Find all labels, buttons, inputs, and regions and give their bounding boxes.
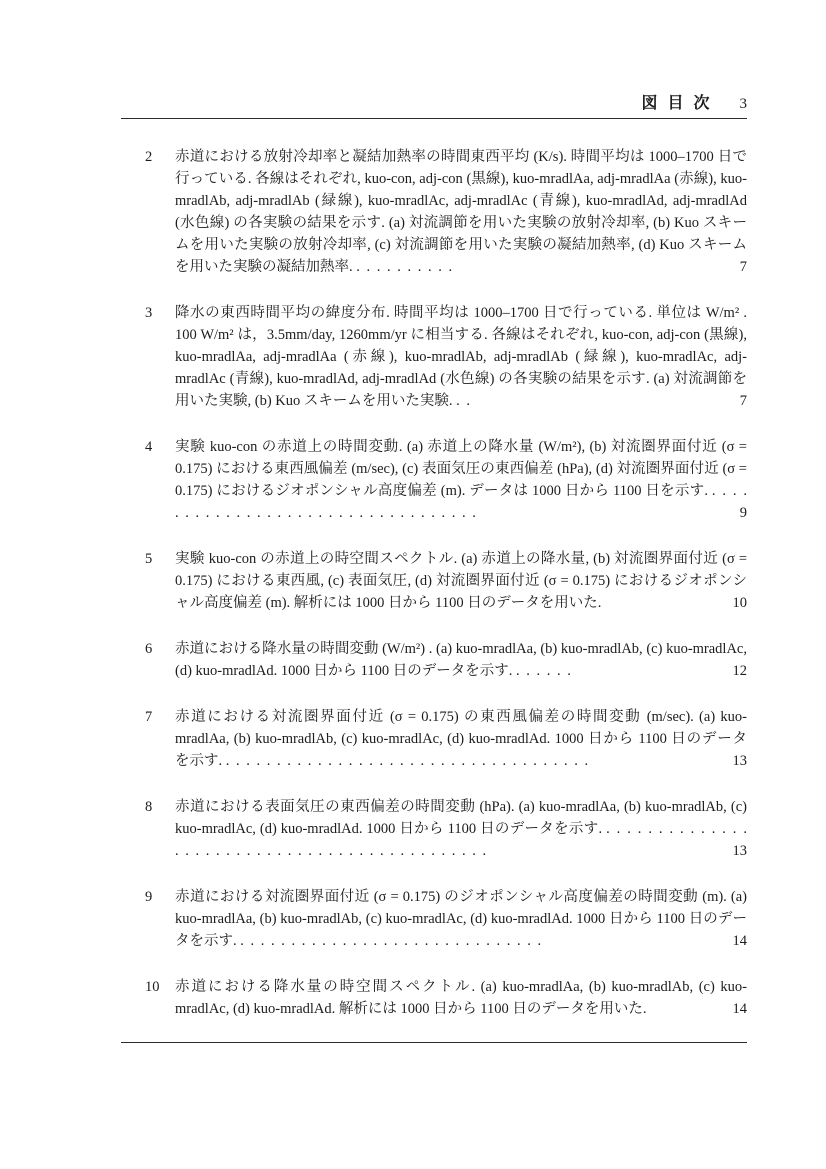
figure-caption xyxy=(175,638,747,682)
dot-leader: . . . . . . xyxy=(516,663,571,679)
figure-entry-9 xyxy=(145,886,747,952)
footer-rule xyxy=(121,1042,747,1043)
figure-caption xyxy=(175,796,747,862)
figure-caption xyxy=(175,706,747,772)
figure-caption-text: 赤道における表面気圧の東西偏差の時間変動 (hPa). (a) kuo-mradlAa, (b) kuo-mradlAb, (c) kuo-mradlAc, (d) kuo-mradlAd. 1000 日から 1100 日のデータを示す. xyxy=(175,799,747,837)
header-page-number: 3 xyxy=(739,96,747,112)
figure-entry-8 xyxy=(145,796,747,862)
figure-caption xyxy=(175,146,747,278)
figure-caption-text: 赤道における降水量の時間変動 (W/m²) . (a) kuo-mradlAa, (b) kuo-mradlAb, (c) kuo-mradlAc, (d) kuo-mradlAd. 1000 日から 1100 日のデータを示す. xyxy=(175,641,747,679)
dot-leader: . . . . . . . . . . xyxy=(356,259,453,275)
figure-caption xyxy=(175,302,747,412)
dot-leader: . . . . . . . . . . . . . . . . . . . . . . . . . . . . . . . . . . . . xyxy=(225,753,589,769)
figure-caption xyxy=(175,976,747,1020)
figure-number: 5 xyxy=(145,551,153,567)
figure-caption xyxy=(175,886,747,952)
figure-entry-4 xyxy=(145,436,747,524)
page-header xyxy=(121,94,747,114)
figure-entry-2 xyxy=(145,146,747,278)
figure-page-number: 13 xyxy=(725,840,748,862)
figure-number: 7 xyxy=(145,709,153,725)
dot-leader: . . xyxy=(456,393,471,409)
figure-caption-text: 実験 kuo-con の赤道上の時空間スペクトル. (a) 赤道上の降水量, (b) 対流圏界面付近 (σ = 0.175) における東西風, (c) 表面気圧, (d) 対流圏界面付近 (σ = 0.175) におけるジオポンシャル高度偏差 (m). 解析には 1000 日から 1100 日のデータを用いた. xyxy=(175,551,747,611)
figure-caption-text: 赤道における放射冷却率と凝結加熱率の時間東西平均 (K/s). 時間平均は 1000–1700 日で行っている. 各線はそれぞれ, kuo-con, adj-con (黒線), kuo-mradlAa, adj-mradlAa (赤線), kuo-mradlAb, adj-mradlAb (緑線), kuo-mradlAc, adj-mradlAc (青線), kuo-mradlAd, adj-mradlAd (水色線) の各実験の結果を示す. (a) 対流調節を用いた実験の放射冷却率, (b) Kuo スキームを用いた実験の放射冷却率, (c) 対流調節を用いた実験の凝結加熱率, (d) Kuo スキームを用いた実験の凝結加熱率. xyxy=(175,149,747,275)
figure-page-number: 9 xyxy=(732,502,747,524)
figure-caption-text: 降水の東西時間平均の緯度分布. 時間平均は 1000–1700 日で行っている. 単位は W/m² . 100 W/m² は，3.5mm/day, 1260mm/yr に相当する. 各線はそれぞれ, kuo-con, adj-con (黒線), kuo-mradlAa, adj-mradlAa (赤線), kuo-mradlAb, adj-mradlAb (緑線), kuo-mradlAc, adj-mradlAc (青線), kuo-mradlAd, adj-mradlAd (水色線) の各実験の結果を示す. (a) 対流調節を用いた実験, (b) Kuo スキームを用いた実験. xyxy=(175,305,747,409)
figure-number: 2 xyxy=(145,149,153,165)
figure-page-number: 7 xyxy=(732,256,747,278)
figure-page-number: 12 xyxy=(725,660,748,682)
figure-number: 6 xyxy=(145,641,153,657)
figure-number: 3 xyxy=(145,305,153,321)
figure-caption xyxy=(175,436,747,524)
figure-caption-text: 実験 kuo-con の赤道上の時間変動. (a) 赤道上の降水量 (W/m²), (b) 対流圏界面付近 (σ = 0.175) における東西風偏差 (m/sec), (c) 表面気圧の東西偏差 (hPa), (d) 対流圏界面付近 (σ = 0.175) におけるジオポンシャル高度偏差 (m). データは 1000 日から 1100 日を示す. xyxy=(175,439,747,499)
figure-caption-text: 赤道における降水量の時空間スペクトル. (a) kuo-mradlAa, (b) kuo-mradlAb, (c) kuo-mradlAc, (d) kuo-mradlAd. 解析には 1000 日から 1100 日のデータを用いた. xyxy=(175,979,747,1017)
figure-entry-3 xyxy=(145,302,747,412)
figure-page-number: 14 xyxy=(725,998,748,1020)
header-rule xyxy=(121,118,747,119)
figure-caption-text: 赤道における対流圏界面付近 (σ = 0.175) の東西風偏差の時間変動 (m/sec). (a) kuo-mradlAa, (b) kuo-mradlAb, (c) kuo-mradlAc, (d) kuo-mradlAd. 1000 日から 1100 日のデータを示す. xyxy=(175,709,747,769)
figure-entry-5 xyxy=(145,548,747,614)
figure-entry-10 xyxy=(145,976,747,1020)
list-of-figures-title: 図 目 次 xyxy=(641,95,713,112)
dot-leader: . . . . . . . . . . . . . . . . . . . . . . . . . . . . . . . . . . . . . . . . . . . . . xyxy=(175,821,747,859)
dot-leader: . . . . . . . . . . . . . . . . . . . . . . . . . . . . . . xyxy=(240,933,542,949)
figure-page-number: 13 xyxy=(725,750,748,772)
figure-page-number: 7 xyxy=(732,390,747,412)
figure-caption-text: 赤道における対流圏界面付近 (σ = 0.175) のジオポンシャル高度偏差の時間変動 (m). (a) kuo-mradlAa, (b) kuo-mradlAb, (c) kuo-mradlAc, (d) kuo-mradlAd. 1000 日から 1100 日のデータを示す. xyxy=(175,889,747,949)
figure-entry-6 xyxy=(145,638,747,682)
dot-leader: . . . . . . . . . . . . . . . . . . . . . . . . . . . . . . . . . . xyxy=(175,483,748,521)
figure-number: 4 xyxy=(145,439,153,455)
figure-page-number: 10 xyxy=(725,592,748,614)
figure-number: 9 xyxy=(145,889,153,905)
figure-number: 10 xyxy=(145,979,160,995)
figure-entry-7 xyxy=(145,706,747,772)
figure-number: 8 xyxy=(145,799,153,815)
figure-caption xyxy=(175,548,747,614)
list-of-figures xyxy=(145,146,747,1044)
figure-page-number: 14 xyxy=(725,930,748,952)
